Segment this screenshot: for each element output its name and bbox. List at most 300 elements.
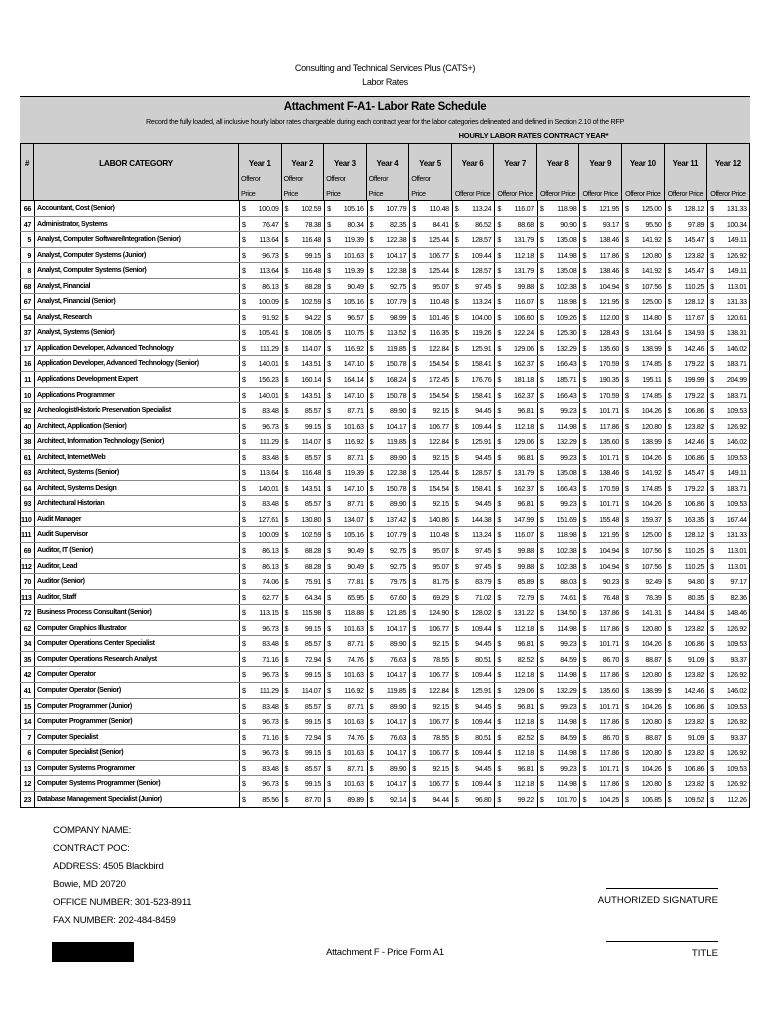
currency-symbol: $ (369, 561, 374, 571)
currency-symbol: $ (242, 328, 246, 338)
table-row (20, 325, 750, 341)
currency-symbol: $ (242, 608, 246, 618)
currency-symbol: $ (454, 701, 459, 711)
price-value: 109.44 (471, 717, 492, 727)
currency-symbol: $ (284, 219, 289, 229)
price-cell (537, 481, 580, 496)
price-cell (579, 201, 622, 216)
price-value: 135.60 (599, 685, 620, 695)
price-cell (622, 714, 665, 729)
currency-symbol: $ (539, 343, 544, 353)
price-value: 95.07 (432, 561, 449, 571)
table-row (20, 730, 750, 746)
currency-symbol: $ (412, 639, 416, 649)
price-cell (537, 745, 580, 760)
row-right-border (749, 434, 750, 449)
year-header-label: Year 5 (419, 159, 441, 168)
price-value: 149.11 (727, 468, 747, 478)
price-value: 106.60 (514, 312, 534, 322)
price-value: 125.91 (471, 437, 492, 447)
offeror-price-label: Offeror Price (582, 189, 618, 198)
currency-symbol: $ (667, 779, 672, 789)
price-cell (665, 745, 708, 760)
currency-symbol: $ (454, 421, 459, 431)
price-value: 183.71 (726, 483, 747, 493)
currency-symbol: $ (539, 732, 544, 742)
currency-symbol: $ (667, 577, 672, 587)
currency-symbol: $ (284, 328, 289, 338)
price-value: 80.51 (475, 732, 492, 742)
price-cell (409, 310, 452, 325)
price-value: 135.60 (599, 437, 620, 447)
price-value: 84.41 (432, 219, 449, 229)
currency-symbol: $ (284, 530, 289, 540)
price-value: 101.70 (556, 794, 577, 804)
currency-symbol: $ (539, 577, 544, 587)
currency-symbol: $ (710, 779, 714, 789)
price-value: 142.46 (684, 343, 705, 353)
price-cell (665, 667, 708, 682)
price-cell (367, 341, 410, 356)
currency-symbol: $ (242, 717, 246, 727)
price-cell (707, 699, 750, 714)
currency-symbol: $ (625, 204, 629, 213)
currency-symbol: $ (667, 592, 672, 602)
currency-symbol: $ (242, 530, 246, 540)
currency-symbol: $ (497, 748, 502, 758)
price-value: 176.76 (471, 375, 492, 385)
currency-symbol: $ (625, 623, 629, 633)
price-cell (622, 683, 665, 698)
table-row (20, 667, 750, 683)
price-value: 127.61 (258, 514, 279, 524)
currency-symbol: $ (369, 375, 374, 385)
price-cell (707, 325, 750, 340)
price-value: 74.76 (347, 654, 364, 664)
price-cell (579, 574, 622, 589)
price-cell (282, 652, 325, 667)
price-cell (409, 605, 452, 620)
price-value: 85.57 (304, 406, 322, 416)
price-value: 83.79 (475, 577, 492, 587)
price-cell (622, 512, 665, 527)
currency-symbol: $ (412, 763, 416, 773)
currency-symbol: $ (454, 654, 459, 664)
price-cell (537, 792, 580, 808)
price-cell (367, 683, 410, 698)
price-cell (282, 481, 325, 496)
price-value: 106.86 (684, 406, 705, 416)
price-value: 89.90 (389, 499, 407, 509)
price-cell (452, 745, 495, 760)
price-value: 113.01 (727, 281, 747, 291)
price-value: 159.37 (641, 514, 662, 524)
price-value: 109.26 (556, 312, 577, 322)
currency-symbol: $ (582, 483, 587, 493)
currency-symbol: $ (369, 343, 374, 353)
price-value: 123.82 (684, 670, 705, 680)
currency-symbol: $ (710, 250, 714, 260)
price-value: 158.41 (471, 483, 492, 493)
price-cell (324, 356, 367, 371)
year-header-label: Year 1 (248, 159, 271, 168)
price-value: 110.48 (429, 204, 449, 213)
price-cell (707, 761, 750, 776)
price-cell (409, 325, 452, 340)
row-right-border (749, 248, 750, 263)
price-value: 84.59 (560, 654, 577, 664)
price-cell (452, 310, 495, 325)
price-cell (537, 512, 580, 527)
currency-symbol: $ (539, 390, 544, 400)
price-cell (367, 465, 410, 480)
price-value: 131.79 (514, 235, 534, 245)
price-cell (494, 574, 537, 589)
currency-symbol: $ (327, 406, 331, 416)
price-cell (494, 699, 537, 714)
price-value: 122.38 (386, 468, 407, 478)
row-number: 15 (20, 699, 34, 714)
table-row (20, 450, 750, 466)
table-row (20, 527, 750, 543)
price-value: 92.14 (389, 794, 407, 804)
currency-symbol: $ (625, 328, 629, 338)
currency-symbol: $ (625, 717, 629, 727)
currency-symbol: $ (539, 654, 544, 664)
price-cell (282, 776, 325, 791)
price-value: 129.06 (514, 437, 534, 447)
currency-symbol: $ (539, 608, 544, 618)
price-cell (282, 714, 325, 729)
labor-category-cell: Architect, Systems Design (34, 481, 239, 496)
currency-symbol: $ (242, 437, 246, 447)
currency-symbol: $ (369, 577, 374, 587)
price-cell (537, 652, 580, 667)
price-value: 96.73 (262, 623, 279, 633)
price-cell (707, 512, 750, 527)
price-cell (409, 792, 452, 808)
price-value: 91.09 (687, 732, 705, 742)
labor-category-cell: Applications Programmer (34, 388, 239, 403)
currency-symbol: $ (412, 546, 416, 556)
currency-symbol: $ (412, 732, 416, 742)
price-cell (324, 636, 367, 651)
currency-symbol: $ (454, 514, 459, 524)
currency-symbol: $ (625, 748, 629, 758)
price-value: 114.80 (642, 312, 662, 322)
currency-symbol: $ (369, 483, 374, 493)
price-cell (239, 232, 282, 247)
price-cell (537, 263, 580, 278)
price-cell (494, 294, 537, 309)
table-row (20, 465, 750, 481)
table-row (20, 201, 750, 217)
price-cell (579, 683, 622, 698)
price-cell (494, 248, 537, 263)
currency-symbol: $ (242, 219, 246, 229)
price-value: 149.11 (727, 266, 747, 276)
currency-symbol: $ (327, 717, 331, 727)
currency-symbol: $ (625, 437, 629, 447)
price-cell (452, 776, 495, 791)
row-number: 68 (20, 279, 34, 294)
price-value: 119.39 (344, 266, 364, 276)
price-cell (622, 310, 665, 325)
price-cell (409, 403, 452, 418)
currency-symbol: $ (454, 297, 459, 307)
currency-symbol: $ (539, 250, 544, 260)
price-value: 109.44 (471, 670, 492, 680)
currency-symbol: $ (497, 312, 502, 322)
currency-symbol: $ (497, 561, 502, 571)
price-cell (452, 761, 495, 776)
price-cell (409, 714, 452, 729)
price-value: 112.18 (514, 717, 534, 727)
labor-category-cell: Audit Manager (34, 512, 239, 527)
price-cell (409, 761, 452, 776)
price-cell (622, 217, 665, 232)
price-value: 141.92 (641, 235, 662, 245)
price-value: 109.53 (726, 763, 747, 773)
price-cell (324, 652, 367, 667)
currency-symbol: $ (710, 763, 714, 773)
currency-symbol: $ (582, 406, 587, 416)
currency-symbol: $ (710, 281, 714, 291)
price-value: 128.43 (599, 328, 620, 338)
price-value: 78.55 (432, 732, 449, 742)
price-cell (494, 714, 537, 729)
price-cell (537, 201, 580, 216)
row-right-border (749, 356, 750, 371)
price-value: 155.48 (599, 514, 620, 524)
price-value: 128.57 (471, 266, 492, 276)
price-value: 106.77 (428, 421, 449, 431)
price-cell (537, 325, 580, 340)
address-line-1: ADDRESS: 4505 Blackbird (53, 861, 164, 872)
price-value: 89.90 (389, 639, 407, 649)
price-cell (665, 388, 708, 403)
currency-symbol: $ (327, 701, 331, 711)
currency-symbol: $ (242, 639, 246, 649)
row-number: 92 (20, 403, 34, 418)
document-subtitle: Labor Rates (362, 77, 408, 87)
currency-symbol: $ (539, 546, 544, 556)
row-right-border (749, 543, 750, 558)
currency-symbol: $ (497, 717, 502, 727)
currency-symbol: $ (284, 763, 289, 773)
labor-category-cell: Computer Programmer (Junior) (34, 699, 239, 714)
currency-symbol: $ (667, 421, 672, 431)
price-cell (282, 730, 325, 745)
currency-symbol: $ (369, 717, 374, 727)
currency-symbol: $ (625, 468, 629, 478)
currency-symbol: $ (710, 343, 714, 353)
price-value: 122.84 (428, 343, 449, 353)
price-cell (324, 776, 367, 791)
price-value: 85.57 (304, 763, 322, 773)
price-cell (409, 294, 452, 309)
currency-symbol: $ (327, 468, 331, 478)
price-cell (707, 434, 750, 449)
price-value: 118.98 (557, 204, 577, 213)
price-value: 131.79 (514, 266, 534, 276)
currency-symbol: $ (582, 312, 587, 322)
price-value: 105.41 (258, 328, 279, 338)
price-cell (367, 699, 410, 714)
currency-symbol: $ (710, 204, 714, 213)
currency-symbol: $ (369, 623, 374, 633)
price-value: 96.73 (262, 748, 279, 758)
currency-symbol: $ (242, 250, 246, 260)
price-cell (239, 652, 282, 667)
table-row (20, 496, 750, 512)
price-value: 117.86 (599, 250, 620, 260)
price-cell (537, 465, 580, 480)
currency-symbol: $ (497, 499, 502, 509)
price-value: 117.86 (599, 717, 620, 727)
year-column-header (324, 143, 367, 200)
price-cell (665, 512, 708, 527)
price-cell (282, 372, 325, 387)
currency-symbol: $ (284, 452, 289, 462)
price-value: 147.10 (343, 483, 364, 493)
rates-heading-band (20, 128, 750, 143)
price-value: 94.45 (475, 406, 492, 416)
authorized-signature-label: AUTHORIZED SIGNATURE (597, 895, 718, 906)
labor-category-cell: Business Process Consultant (Senior) (34, 605, 239, 620)
price-value: 109.53 (726, 406, 747, 416)
price-value: 78.38 (304, 219, 322, 229)
price-cell (282, 356, 325, 371)
price-cell (537, 372, 580, 387)
price-value: 195.11 (642, 375, 662, 385)
price-value: 86.13 (262, 546, 279, 556)
currency-symbol: $ (327, 499, 331, 509)
labor-category-cell: Database Management Specialist (Junior) (34, 792, 239, 808)
currency-symbol: $ (539, 468, 544, 478)
price-value: 71.16 (262, 732, 279, 742)
price-value: 116.92 (344, 437, 364, 447)
price-cell (494, 761, 537, 776)
price-value: 125.44 (428, 468, 449, 478)
price-cell (579, 217, 622, 232)
currency-symbol: $ (667, 717, 672, 727)
currency-symbol: $ (412, 312, 416, 322)
price-value: 174.85 (641, 483, 662, 493)
price-value: 170.59 (599, 390, 620, 400)
currency-symbol: $ (582, 514, 587, 524)
row-right-border (749, 450, 750, 465)
price-value: 101.46 (428, 312, 449, 322)
price-value: 131.22 (514, 608, 534, 618)
price-cell (367, 310, 410, 325)
price-value: 97.45 (475, 561, 492, 571)
currency-symbol: $ (539, 219, 544, 229)
price-value: 138.99 (641, 437, 662, 447)
table-row (20, 776, 750, 792)
year-column-header (537, 143, 580, 200)
currency-symbol: $ (582, 281, 587, 291)
price-value: 101.71 (599, 499, 620, 509)
row-right-border (749, 792, 750, 808)
currency-symbol: $ (539, 685, 544, 695)
price-value: 112.00 (599, 312, 620, 322)
price-cell (239, 263, 282, 278)
price-value: 107.56 (641, 561, 662, 571)
price-cell (282, 201, 325, 216)
price-cell (665, 341, 708, 356)
price-cell (367, 294, 410, 309)
labor-rate-table (20, 200, 750, 808)
price-value: 123.82 (684, 421, 705, 431)
currency-symbol: $ (667, 670, 672, 680)
price-cell (537, 496, 580, 511)
currency-symbol: $ (667, 468, 672, 478)
price-cell (282, 450, 325, 465)
currency-symbol: $ (667, 297, 672, 307)
price-cell (452, 356, 495, 371)
currency-symbol: $ (710, 437, 714, 447)
currency-symbol: $ (284, 343, 289, 353)
table-row (20, 419, 750, 435)
price-value: 65.95 (347, 592, 364, 602)
price-cell (282, 403, 325, 418)
currency-symbol: $ (582, 266, 587, 276)
price-value: 96.81 (517, 639, 534, 649)
price-value: 109.53 (726, 499, 747, 509)
price-value: 99.15 (304, 717, 322, 727)
price-value: 106.86 (684, 452, 705, 462)
currency-symbol: $ (454, 281, 459, 291)
price-cell (707, 776, 750, 791)
price-value: 113.64 (259, 235, 279, 245)
price-value: 101.71 (599, 406, 620, 416)
price-cell (622, 403, 665, 418)
price-value: 113.24 (471, 530, 492, 540)
price-cell (452, 699, 495, 714)
price-value: 99.15 (304, 421, 322, 431)
currency-symbol: $ (582, 748, 587, 758)
price-cell (622, 543, 665, 558)
price-value: 116.07 (514, 297, 534, 307)
row-number: 12 (20, 776, 34, 791)
year-header-label: Year 12 (714, 159, 741, 168)
price-cell (579, 403, 622, 418)
price-cell (282, 512, 325, 527)
year-header-label: Year 3 (333, 159, 356, 168)
price-cell (324, 605, 367, 620)
price-cell (579, 605, 622, 620)
price-value: 129.06 (514, 343, 534, 353)
price-cell (537, 403, 580, 418)
price-cell (494, 450, 537, 465)
price-value: 109.53 (726, 452, 747, 462)
currency-symbol: $ (710, 577, 714, 587)
price-cell (494, 776, 537, 791)
currency-symbol: $ (582, 608, 587, 618)
currency-symbol: $ (497, 437, 502, 447)
currency-symbol: $ (327, 514, 331, 524)
currency-symbol: $ (539, 328, 544, 338)
price-cell (622, 248, 665, 263)
currency-symbol: $ (497, 623, 502, 633)
row-right-border (749, 636, 750, 651)
currency-symbol: $ (412, 530, 416, 540)
price-value: 132.29 (556, 343, 577, 353)
price-cell (665, 636, 708, 651)
price-cell (409, 590, 452, 605)
price-value: 102.38 (556, 281, 577, 291)
